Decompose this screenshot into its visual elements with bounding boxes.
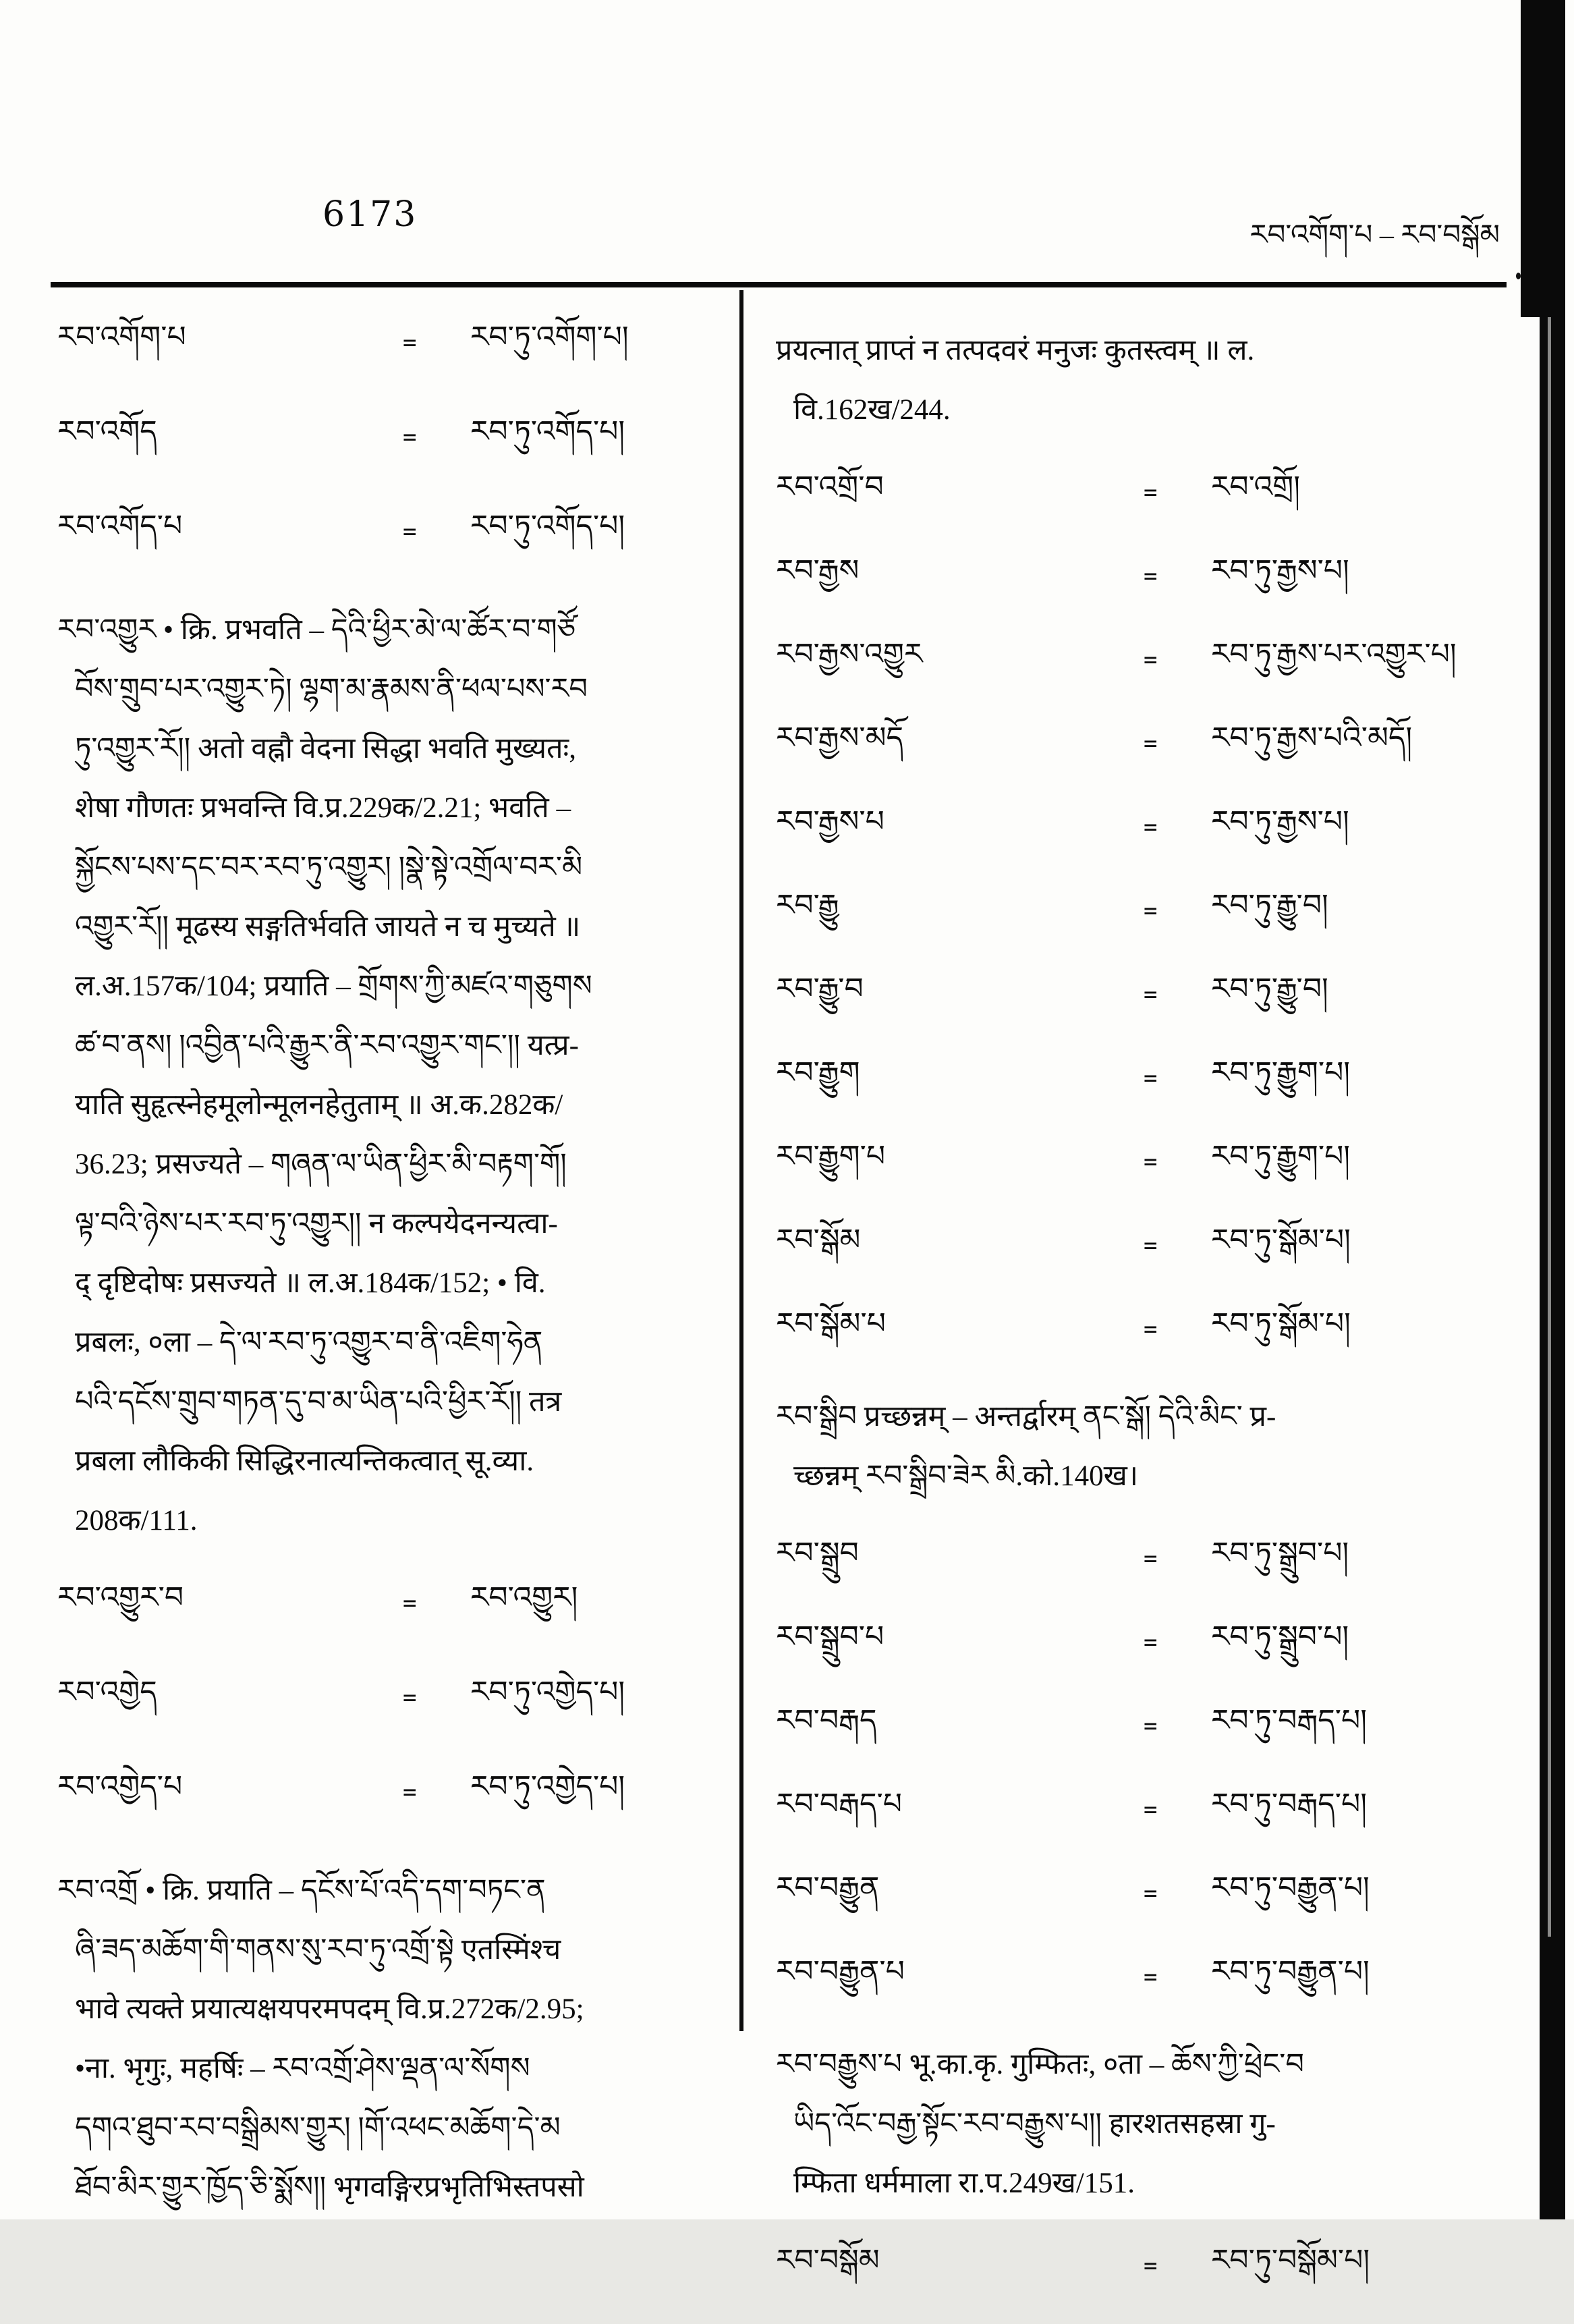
- entry-line: प्रबला लौकिकी सिद्धिरनात्यन्तिकत्वात् सू.व्या.: [75, 1445, 534, 1477]
- entry-line: འགྱུར་རོ།། मूढस्य सङ्गतिर्भवति जायते न च मुच्यते ॥: [75, 911, 581, 943]
- equals-sign: =: [1144, 2252, 1158, 2279]
- headword: རབ་སྒྲུབ: [776, 1537, 859, 1570]
- entry-line: སྐྱོངས་པས་དང་བར་རབ་ཏུ་འགྱུར། །སྣེ་སྟེ་འགྲོལ་བར་མི: [75, 852, 583, 883]
- entry-row: [776, 1136, 1521, 1182]
- entry-row: [776, 1784, 1521, 1830]
- definition: རབ་ཏུ་རྒྱས་པ།: [1211, 805, 1349, 838]
- header-rule: [51, 282, 1507, 287]
- scan-speck: [1516, 273, 1521, 279]
- entry-line: द् दृष्टिदोषः प्रसज्यते ॥ ल.अ.184क/152; • वि.: [75, 1267, 546, 1299]
- equals-sign: =: [1144, 1796, 1158, 1823]
- entry-line: ཏུ་འགྱུར་རོ།། अतो वह्नौ वेदना सिद्धा भवति मुख्यतः,: [75, 733, 576, 765]
- definition: རབ་ཏུ་རྒྱས་པར་འགྱུར་པ།: [1211, 638, 1457, 671]
- entry-row: [776, 885, 1521, 931]
- definition: རབ་ཏུ་སྒོམ་པ།: [1211, 1223, 1351, 1256]
- entry-row: [776, 969, 1521, 1015]
- definition: རབ་ཏུ་འགོད་པ།: [470, 509, 625, 543]
- entry-line: वि.162ख/244.: [793, 394, 951, 426]
- definition: རབ་ཏུ་འགྱེད་པ།: [470, 1770, 625, 1803]
- equals-sign: =: [403, 518, 417, 545]
- entry-row: [776, 1220, 1521, 1266]
- scan-artifact-bar-gap: [1548, 317, 1551, 1937]
- equals-sign: =: [403, 424, 417, 451]
- entry-row: [776, 634, 1521, 680]
- headword: རབ་བརྒད: [776, 1704, 877, 1737]
- entry-paragraph: [776, 2035, 1521, 2213]
- entry-line: म्फिता धर्ममाला रा.प.249ख/151.: [793, 2167, 1135, 2199]
- definition: རབ་ཏུ་སྒྲུབ་པ།: [1211, 1620, 1349, 1653]
- headword: རབ་བརྒད་པ: [776, 1788, 902, 1821]
- definition: རབ་ཏུ་འགོག་པ།: [470, 321, 629, 354]
- entry-line: ཚ་བ་ནས། །འབྱིན་པའི་རྒྱུར་ནི་རབ་འགྱུར་གང་།། यत्प्र-: [75, 1030, 579, 1061]
- entry-paragraph: [57, 1861, 722, 2217]
- headword: རབ་འགྲོ་བ: [776, 470, 884, 503]
- entry-line: རབ་བརྒྱུས་པ भू.का.कृ. गुम्फितः, ०ता – ཆོས་ཀྱི་ཕྲེང་བ: [776, 2049, 1304, 2080]
- entry-row: [57, 506, 722, 552]
- definition: རབ་འགྱུར།: [470, 1581, 578, 1614]
- entry-row: [776, 718, 1521, 764]
- definition: རབ་ཏུ་བསྒོམ་པ།: [1211, 2244, 1370, 2277]
- headword: རབ་འགྱེད་པ: [57, 1770, 183, 1803]
- definition: རབ་ཏུ་རྒྱས་པའི་མདོ།: [1211, 721, 1413, 754]
- entry-line: དགའ་ཐུབ་རབ་བསྒྲིམས་གྱུར། །གོ་འཕང་མཆོག་དེ་མ: [75, 2112, 561, 2144]
- definition: རབ་ཏུ་བརྒྱུན་པ།: [1211, 1955, 1370, 1988]
- entry-line: རབ་འགྱུར • क्रि. प्रभवति – དེའི་ཕྱིར་མེ་ལ་ཚོར་བ་གཙོ: [57, 614, 576, 646]
- definition: རབ་ཏུ་རྒྱུག་པ།: [1211, 1056, 1351, 1089]
- equals-sign: =: [1144, 1880, 1158, 1907]
- headword: རབ་བསྒོམ: [776, 2244, 880, 2277]
- definition: རབ་འགྲོ།: [1211, 470, 1300, 503]
- right-column: [776, 317, 1521, 2324]
- headword: རབ་རྒྱུ་བ: [776, 972, 864, 1005]
- left-column: [57, 317, 722, 2244]
- equals-sign: =: [1144, 897, 1158, 924]
- headword: རབ་སྒྲུབ་པ: [776, 1620, 884, 1653]
- definition: རབ་ཏུ་རྒྱུ་བ།: [1211, 972, 1328, 1005]
- entry-row: [776, 802, 1521, 848]
- headword: རབ་རྒྱུ: [776, 889, 839, 922]
- column-divider: [739, 290, 743, 2031]
- headword: རབ་འགྱེད: [57, 1676, 157, 1709]
- entry-row: [776, 1952, 1521, 1997]
- definition: རབ་ཏུ་བརྒད་པ།: [1211, 1788, 1367, 1821]
- headword: རབ་བརྒྱུན་པ: [776, 1955, 905, 1988]
- entry-line: भावे त्यक्ते प्रयात्यक्षयपरमपदम् वि.प्र.272क/2.95;: [75, 1993, 584, 2025]
- equals-sign: =: [1144, 730, 1158, 757]
- equals-sign: =: [1144, 1316, 1158, 1343]
- equals-sign: =: [1144, 1964, 1158, 1991]
- equals-sign: =: [1144, 981, 1158, 1008]
- entry-line: བོས་གྲུབ་པར་འགྱུར་ཏེ། ལྷག་མ་རྣམས་ནི་ཕལ་པས་རབ: [75, 673, 588, 705]
- entry-line: རབ་སྒྲིབ प्रच्छन्नम् – अन्तर्द्वारम् ནང་སྒོ། དེའི་མིང་ प्र-: [776, 1401, 1276, 1433]
- entry-row: [776, 467, 1521, 513]
- equals-sign: =: [1144, 563, 1158, 590]
- entry-line: རབ་འགྲོ • क्रि. प्रयाति – དངོས་པོ་འདི་དག་བཏང་ན: [57, 1875, 546, 1906]
- entry-line: •ना. भृगुः, महर्षिः – རབ་འགྲོ་ཤེས་ལྡན་ལ་སོགས: [75, 2053, 530, 2084]
- equals-sign: =: [1144, 1629, 1158, 1656]
- equals-sign: =: [1144, 646, 1158, 673]
- entry-line: च्छन्नम् རབ་སྒྲིབ་ཟེར མི.को.140ख।: [793, 1460, 1139, 1492]
- entry-line: याति सुहृत्स्नेहमूलोन्मूलनहेतुताम् ॥ अ.क.282क/: [75, 1089, 563, 1121]
- entry-paragraph: [57, 601, 722, 1551]
- headword: རབ་འགྱུར་བ: [57, 1581, 184, 1614]
- headword: རབ་རྒྱས: [776, 554, 860, 587]
- page-number: 6173: [322, 194, 418, 235]
- entry-row: [776, 2240, 1521, 2286]
- entry-line: ཡིད་འོང་བརྒྱ་སྟོང་རབ་བརྒྱུས་པ།། हारशतसहस्रा गु-: [793, 2108, 1276, 2140]
- headword: རབ་རྒྱས་མདོ: [776, 721, 903, 754]
- entry-row: [776, 1533, 1521, 1579]
- scan-artifact-bar: [1540, 0, 1565, 2219]
- headword: རབ་རྒྱས་པ: [776, 805, 884, 838]
- equals-sign: =: [1144, 1232, 1158, 1259]
- entry-line: 208क/111.: [75, 1505, 198, 1537]
- entry-row: [57, 1767, 722, 1813]
- equals-sign: =: [403, 1590, 417, 1617]
- headword: རབ་རྒྱུག: [776, 1056, 860, 1089]
- headword: རབ་རྒྱུག་པ: [776, 1140, 886, 1173]
- entry-paragraph: [776, 321, 1521, 440]
- entry-line: ཐོབ་མིར་གྱུར་ཁྱོད་ཅི་སྨོས།། भृगवङ्गिरप्रभृतिभिस्तपसो: [75, 2171, 584, 2203]
- definition: རབ་ཏུ་རྒྱས་པ།: [1211, 554, 1349, 587]
- headword: རབ་འགོག་པ: [57, 321, 186, 354]
- definition: རབ་ཏུ་སྒོམ་པ།: [1211, 1307, 1351, 1340]
- entry-row: [776, 1053, 1521, 1099]
- entry-line: ཞི་ཟད་མཆོག་གི་གནས་སུ་རབ་ཏུ་འགྲོ་སྟེ एतस्मिंश्च: [75, 1934, 561, 1966]
- entry-paragraph: [776, 1387, 1521, 1506]
- headword: རབ་བརྒྱུན: [776, 1871, 880, 1904]
- entry-row: [776, 1868, 1521, 1914]
- equals-sign: =: [403, 1779, 417, 1806]
- headword: རབ་སྒོམ་པ: [776, 1307, 886, 1340]
- entry-row: [776, 1700, 1521, 1746]
- definition: རབ་ཏུ་བརྒྱུན་པ།: [1211, 1871, 1370, 1904]
- equals-sign: =: [1144, 1065, 1158, 1092]
- headword: རབ་འགོད་པ: [57, 509, 183, 543]
- equals-sign: =: [1144, 479, 1158, 506]
- equals-sign: =: [1144, 814, 1158, 841]
- entry-row: [57, 1672, 722, 1718]
- equals-sign: =: [1144, 1713, 1158, 1740]
- definition: རབ་ཏུ་སྒྲུབ་པ།: [1211, 1537, 1349, 1570]
- definition: རབ་ཏུ་བརྒད་པ།: [1211, 1704, 1367, 1737]
- running-head: རབ་འགོག་པ – རབ་བསྒོམ: [1249, 220, 1500, 251]
- entry-line: 36.23; प्रसज्यते – གཞན་ལ་ཡིན་ཕྱིར་མི་བརྟག་གོ།: [75, 1149, 567, 1180]
- entry-row: [57, 1578, 722, 1624]
- headword: རབ་འགོད: [57, 415, 157, 448]
- entry-line: शेषा गौणतः प्रभवन्ति वि.प्र.229क/2.21; भवति –: [75, 792, 571, 824]
- equals-sign: =: [403, 1684, 417, 1711]
- equals-sign: =: [1144, 1149, 1158, 1175]
- entry-row: [57, 412, 722, 458]
- entry-line: प्रयत्नात् प्राप्तं न तत्पदवरं मनुजः कुतस्त्वम् ॥ ल.: [776, 335, 1255, 366]
- equals-sign: =: [1144, 1545, 1158, 1572]
- entry-row: [776, 551, 1521, 597]
- definition: རབ་ཏུ་འགྱེད་པ།: [470, 1676, 625, 1709]
- entry-line: ལྟ་བའི་ཉེས་པར་རབ་ཏུ་འགྱུར།། न कल्पयेदनन्यत्वा-: [75, 1208, 558, 1240]
- entry-row: [57, 317, 722, 363]
- entry-row: [776, 1304, 1521, 1350]
- equals-sign: =: [403, 329, 417, 356]
- entry-line: प्रबलः, ०ला – དེ་ལ་རབ་ཏུ་འགྱུར་བ་ནི་འཇིག་ཧེན: [75, 1327, 543, 1358]
- definition: རབ་ཏུ་རྒྱུ་བ།: [1211, 889, 1328, 922]
- entry-line: ल.अ.157क/104; प्रयाति – གྲོགས་ཀྱི་མཛའ་གཅུགས: [75, 970, 592, 1002]
- headword: རབ་རྒྱས་འགྱུར: [776, 638, 923, 671]
- entry-line: པའི་དངོས་གྲུབ་གཏན་དུ་བ་མ་ཡིན་པའི་ཕྱིར་རོ།། तत्र: [75, 1386, 562, 1418]
- entry-row: [776, 1617, 1521, 1663]
- definition: རབ་ཏུ་འགོད་པ།: [470, 415, 625, 448]
- headword: རབ་སྒོམ: [776, 1223, 861, 1256]
- definition: རབ་ཏུ་རྒྱུག་པ།: [1211, 1140, 1351, 1173]
